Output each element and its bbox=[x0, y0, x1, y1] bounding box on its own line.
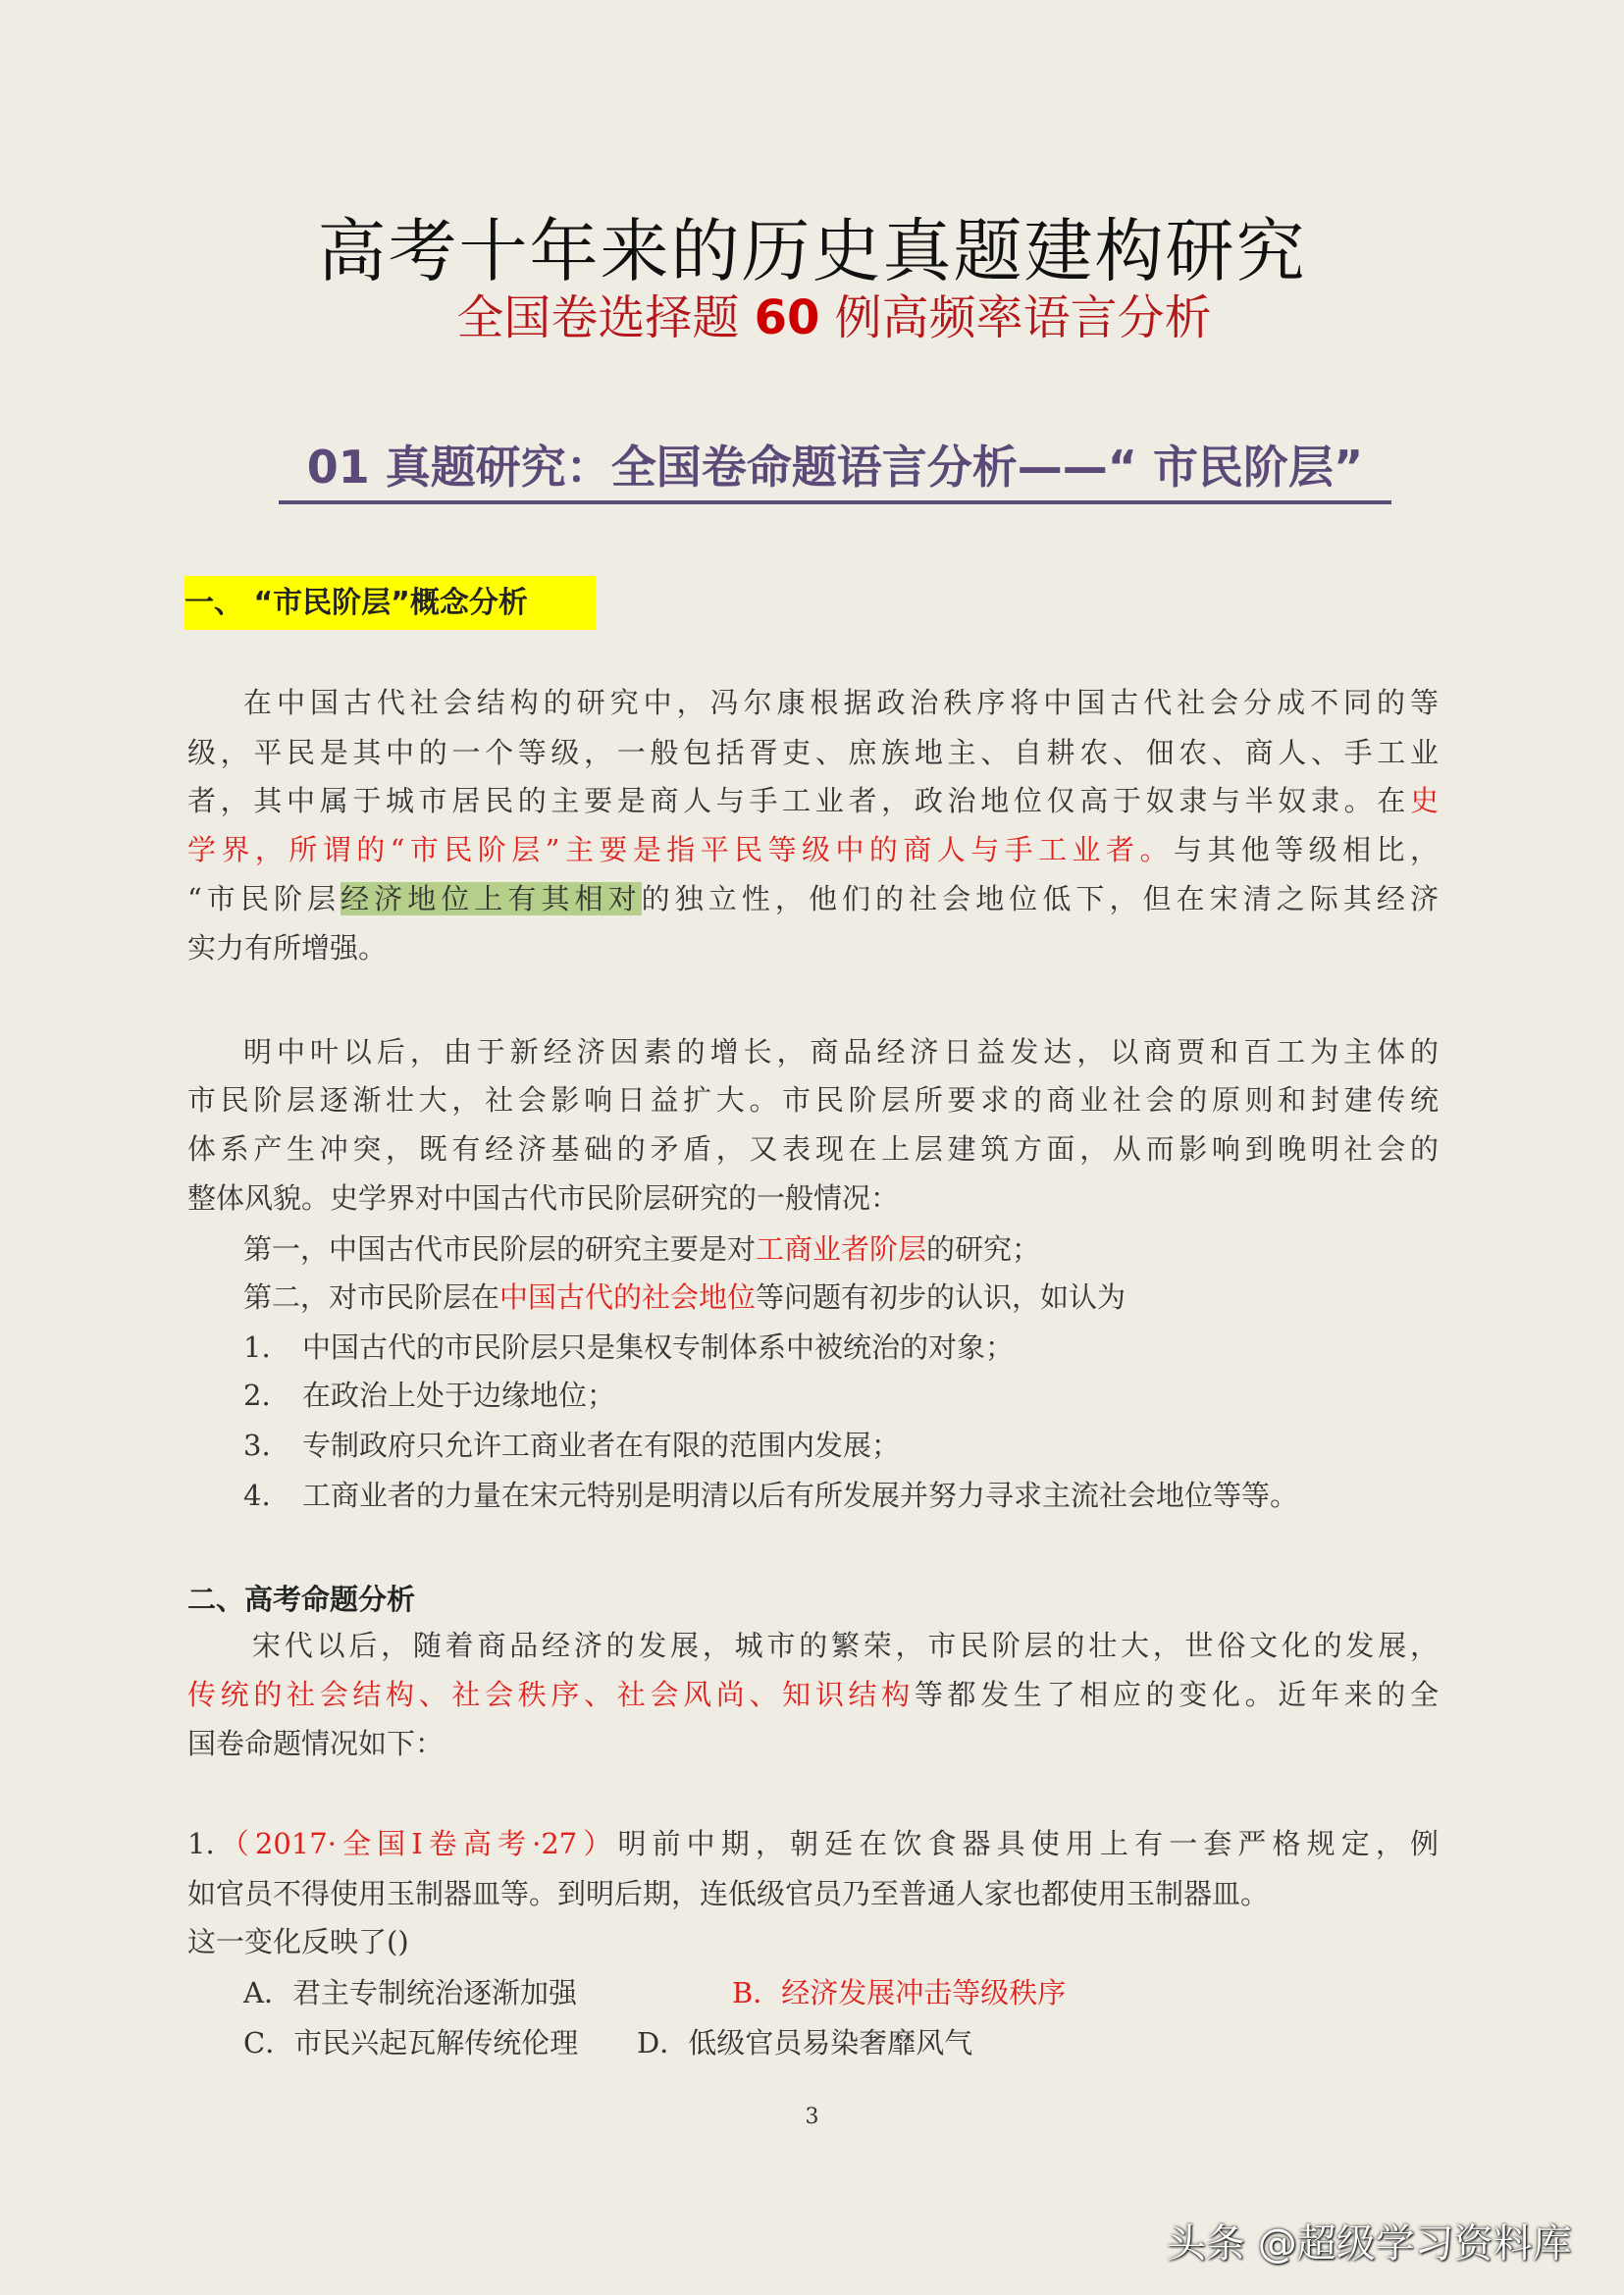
option-c: C．市民兴起瓦解传统伦理 bbox=[243, 2026, 579, 2060]
emphasis-text: 中国古代的社会地位 bbox=[499, 1280, 757, 1314]
text-line bbox=[187, 1476, 1439, 1515]
text-segment: 这一变化反映了() bbox=[187, 1925, 409, 1958]
text-segment: 明中叶以后，由于新经济因素的增长，商品经济日益发达，以商贾和百工为主体的 bbox=[243, 1035, 1439, 1069]
option-d: D．低级官员易染奢靡风气 bbox=[637, 2026, 973, 2060]
text-line bbox=[187, 1724, 1439, 1763]
text-segment: 体系产生冲突，既有经济基础的矛盾，又表现在上层建筑方面，从而影响到晚明社会的 bbox=[187, 1132, 1439, 1166]
emphasis-text: 工商业者阶层 bbox=[756, 1232, 927, 1266]
text-segment: 实力有所增强。 bbox=[187, 931, 388, 965]
text-segment: 专制政府只允许工商业者在有限的范围内发展； bbox=[302, 1429, 901, 1462]
text-line bbox=[187, 733, 1439, 772]
document-title: 高考十年来的历史真题建构研究 bbox=[317, 211, 1307, 291]
text-line bbox=[187, 683, 1439, 722]
text-line bbox=[187, 1080, 1439, 1120]
text-segment: 4. bbox=[243, 1479, 271, 1512]
text-segment: 2. bbox=[243, 1379, 271, 1412]
text-segment: 中国古代的市民阶层只是集权专制体系中被统治的对象； bbox=[302, 1330, 1015, 1364]
text-line bbox=[187, 1874, 1439, 1913]
watermark: 头条 @超级学习资料库 bbox=[1167, 2221, 1572, 2267]
text-line bbox=[187, 1922, 1439, 1961]
text-segment: 市民阶层逐渐壮大，社会影响日益扩大。市民阶层所要求的商业社会的原则和封建传统 bbox=[187, 1083, 1439, 1117]
text-segment: “市民阶层 bbox=[187, 882, 341, 915]
text-line bbox=[187, 1278, 1439, 1317]
emphasis-text: （2017·全国Ⅰ卷高考·27） bbox=[214, 1827, 618, 1860]
text-segment: 的研究； bbox=[926, 1232, 1041, 1266]
text-line bbox=[187, 1626, 1439, 1665]
emphasis-text: 史 bbox=[1409, 784, 1439, 817]
emphasis-text: 学界，所谓的“市民阶层”主要是指平民等级中的商人与手工业者。 bbox=[187, 833, 1174, 866]
text-segment: 的独立性，他们的社会地位低下，但在宋清之际其经济 bbox=[641, 882, 1439, 915]
text-line bbox=[187, 1580, 1439, 1619]
text-segment: 工商业者的力量在宋元特别是明清以后有所发展并努力寻求主流社会地位等等。 bbox=[302, 1479, 1299, 1512]
text-segment: 在政治上处于边缘地位； bbox=[302, 1379, 616, 1412]
subtitle-pre: 全国卷选择题 bbox=[456, 290, 755, 345]
text-segment: 第一，中国古代市民阶层的研究主要是对 bbox=[243, 1232, 757, 1266]
section1-heading: 一、 “市民阶层”概念分析 bbox=[184, 576, 596, 630]
document-subtitle bbox=[0, 280, 1624, 347]
text-line bbox=[187, 1229, 1439, 1269]
text-segment: 1. bbox=[187, 1827, 215, 1860]
text-line bbox=[187, 1032, 1439, 1071]
text-segment: 整体风貌。史学界对中国古代市民阶层研究的一般情况： bbox=[187, 1181, 900, 1215]
text-segment: 明前中期，朝廷在饮食器具使用上有一套严格规定，例 bbox=[617, 1827, 1439, 1860]
text-segment: 宋代以后，随着商品经济的发展，城市的繁荣，市民阶层的壮大，世俗文化的发展， bbox=[252, 1629, 1439, 1662]
section-heading-01: 01 真题研究：全国卷命题语言分析——“ 市民阶层” bbox=[279, 432, 1391, 504]
text-segment: 级，平民是其中的一个等级，一般包括胥吏、庶族地主、自耕农、佃农、商人、手工业 bbox=[187, 736, 1439, 769]
text-segment: 3. bbox=[243, 1429, 271, 1462]
text-segment: 1. bbox=[243, 1330, 271, 1364]
option-a: A．君主专制统治逐渐加强 bbox=[243, 1976, 577, 2009]
text-segment: 国卷命题情况如下： bbox=[187, 1727, 445, 1760]
highlighted-text: 经济地位上有其相对 bbox=[341, 882, 642, 915]
text-segment: 如官员不得使用玉制器皿等。到明后期，连低级官员乃至普通人家也都使用玉制器皿。 bbox=[187, 1877, 1270, 1910]
text-segment: 第二，对市民阶层在 bbox=[243, 1280, 500, 1314]
text-line bbox=[187, 1328, 1439, 1367]
text-line bbox=[187, 1376, 1439, 1415]
option-b-answer: B．经济发展冲击等级秩序 bbox=[732, 1976, 1067, 2009]
text-line bbox=[187, 1129, 1439, 1169]
text-line bbox=[187, 830, 1439, 869]
text-line bbox=[187, 1178, 1439, 1218]
text-segment: 等都发生了相应的变化。近年来的全 bbox=[914, 1678, 1439, 1711]
subtitle-post: 例高频率语言分析 bbox=[819, 290, 1212, 345]
text-line bbox=[187, 879, 1439, 918]
text-segment: 等问题有初步的认识，如认为 bbox=[756, 1280, 1126, 1314]
text-line bbox=[187, 928, 1439, 967]
text-segment: 与其他等级相比， bbox=[1173, 833, 1439, 866]
subtitle-number: 60 bbox=[754, 290, 820, 345]
text-line bbox=[187, 1426, 1439, 1465]
emphasis-text: 传统的社会结构、社会秩序、社会风尚、知识结构 bbox=[187, 1678, 915, 1711]
text-line bbox=[187, 1675, 1439, 1714]
text-segment: 在中国古代社会结构的研究中，冯尔康根据政治秩序将中国古代社会分成不同的等 bbox=[243, 686, 1439, 719]
text-line bbox=[187, 1824, 1439, 1863]
page-number: 3 bbox=[805, 2105, 819, 2129]
text-line bbox=[187, 781, 1439, 820]
text-segment: 二、高考命题分析 bbox=[187, 1583, 416, 1616]
text-segment: 者，其中属于城市居民的主要是商人与手工业者，政治地位仅高于奴隶与半奴隶。在 bbox=[187, 784, 1410, 817]
